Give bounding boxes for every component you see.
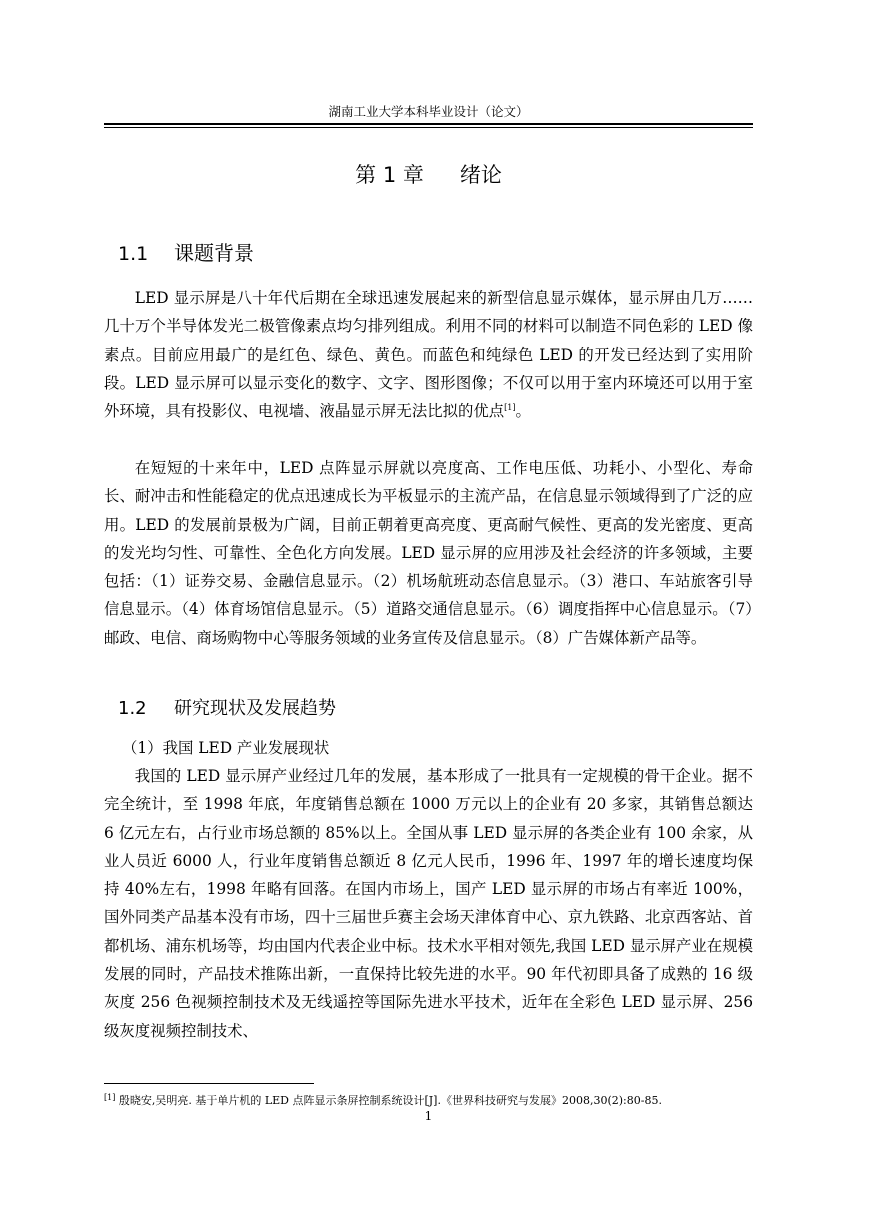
section-heading-1-2 <box>118 694 336 724</box>
subsection-label: （1）我国 LED 产业发展现状 <box>122 739 330 757</box>
section-title: 研究现状及发展趋势 <box>174 698 336 719</box>
paragraph-background-2: 在短短的十来年中，LED 点阵显示屏就以亮度高、工作电压低、功耗小、小型化、寿命长、耐冲击和性能稳定的优点迅速成长为平板显示的主流产品，在信息显示领域得到了广泛的应用。LED 的发展前景极为广阔，目前正朝着更高亮度、更高耐气候性、更高的发光密度、更高的发光均匀性、可靠性、全色化方向发展。LED 显示屏的应用涉及社会经济的许多领域，主要包括：（1）证券交易、金融信息显示。（2）机场航班动态信息显示。（3）港口、车站旅客引导信息显示。（4）体育场馆信息显示。（5）道路交通信息显示。（6）调度指挥中心信息显示。（7）邮政、电信、商场购物中心等服务领域的业务宣传及信息显示。（8）广告媒体新产品等。 <box>104 459 753 647</box>
section-number: 1.2 <box>118 698 147 719</box>
footnote-marker: [1] <box>104 1093 116 1102</box>
paragraph-status: 我国的 LED 显示屏产业经过几年的发展，基本形成了一批具有一定规模的骨干企业。据不完全统计，至 1998 年底，年度销售总额在 1000 万元以上的企业有 20 多家，其销售总额达 6 亿元左右，占行业市场总额的 85%以上。全国从事 LED 显示屏的各类企业有 100 余家，从业人员近 6000 人，行业年度销售总额近 8 亿元人民币，1996 年、1997 年的增长速度均保持 40%左右，1998 年略有回落。在国内市场上，国产 LED 显示屏的市场占有率近 100%，国外同类产品基本没有市场，四十三届世乒赛主会场天津体育中心、京九铁路、北京西客站、首都机场、浦东机场等，均由国内代表企业中标。技术水平相对领先,我国 LED 显示屏产业在规模发展的同时，产品技术推陈出新，一直保持比较先进的水平。90 年代初即具备了成熟的 16 级灰度 256 色视频控制技术及无线遥控等国际先进水平技术，近年在全彩色 LED 显示屏、256 级灰度视频控制技术、 <box>104 767 753 1040</box>
header-rule-thick <box>104 123 753 125</box>
footnote-rule <box>104 1083 314 1084</box>
section-title: 课题背景 <box>174 241 254 265</box>
citation-ref: [1] <box>504 403 516 413</box>
paragraph-text: LED 显示屏是八十年代后期在全球迅速发展起来的新型信息显示媒体，显示屏由几万……几十万个半导体发光二极管像素点均匀排列组成。利用不同的材料可以制造不同色彩的 LED 像素点。目前应用最广的是红色、绿色、黄色。而蓝色和纯绿色 LED 的开发已经达到了实用阶段。LED 显示屏可以显示变化的数字、文字、图形图像；不仅可以用于室内环境还可以用于室外环境，具有投影仪、电视墙、液晶显示屏无法比拟的优点 <box>104 289 753 421</box>
section-number: 1.1 <box>118 243 149 265</box>
footnote <box>104 1094 764 1108</box>
section-heading-1-1 <box>118 238 254 269</box>
paragraph-end: 。 <box>515 402 531 421</box>
running-header: 湖南工业大学本科毕业设计（论文） <box>328 104 529 119</box>
chapter-number: 第 1 章 <box>355 163 424 187</box>
page-number: 1 <box>424 1109 433 1123</box>
header-rule-thin <box>104 127 753 128</box>
chapter-title: 绪论 <box>459 163 502 187</box>
paragraph-background-1 <box>104 284 753 425</box>
chapter-heading <box>104 160 753 190</box>
footnote-text: 殷晓安,吴明亮. 基于单片机的 LED 点阵显示条屏控制系统设计[J].《世界科技研究与发展》2008,30(2):80-85. <box>118 1094 662 1107</box>
